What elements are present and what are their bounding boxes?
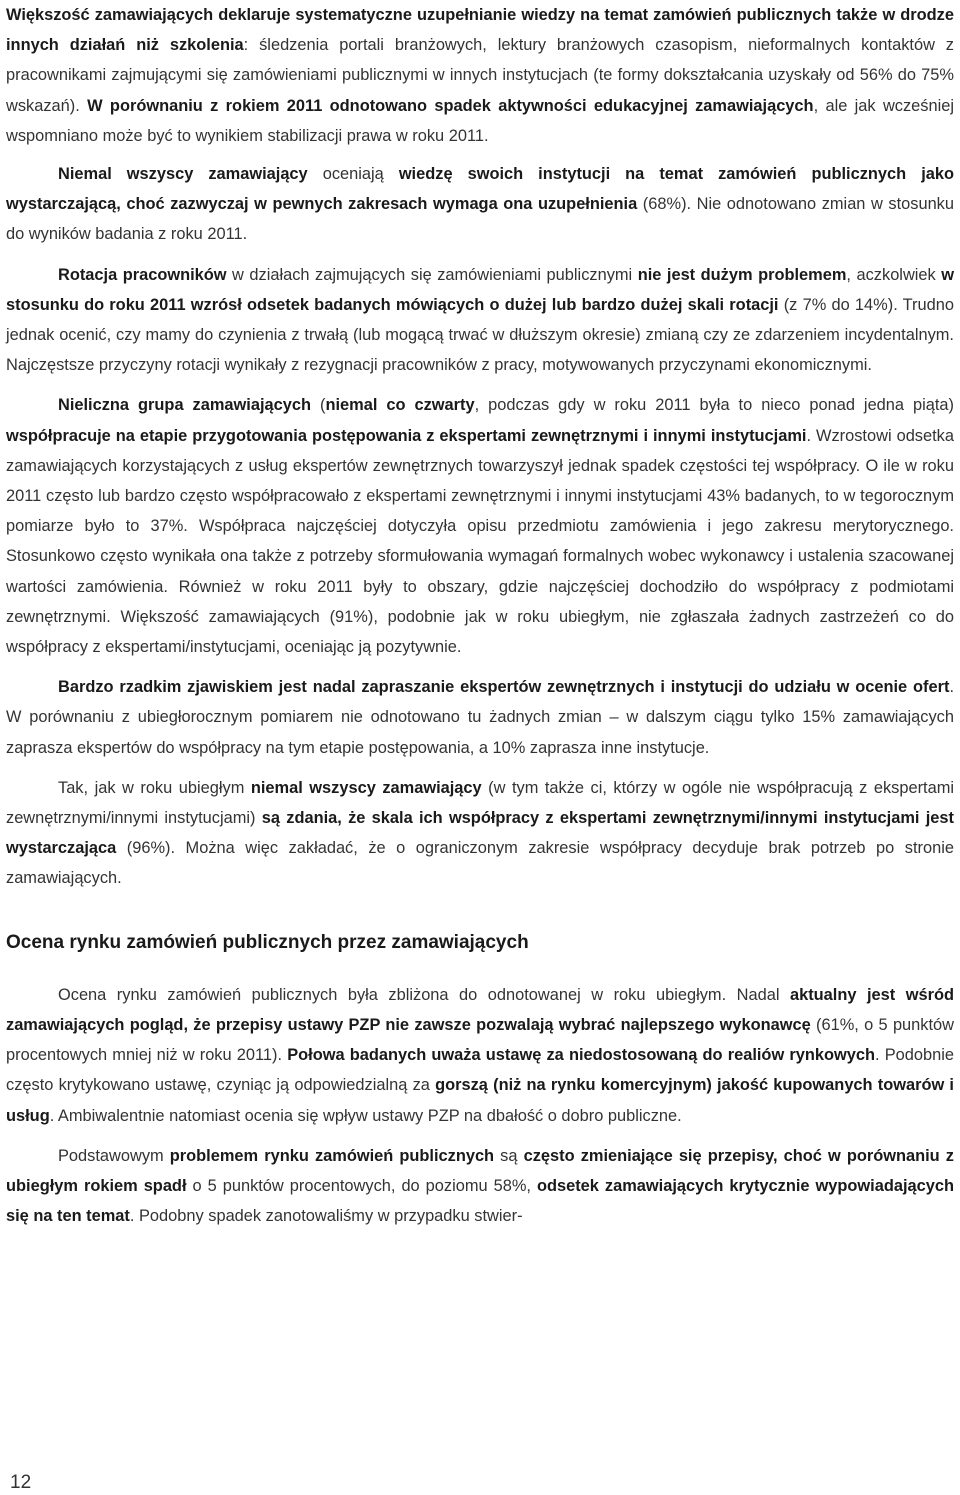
text-run: (61%, o 5 punktów procentowych mniej niż w roku 2011). xyxy=(6,1015,954,1065)
paragraph-6 xyxy=(6,773,954,894)
bold-text-run: wiedzę swoich instytucji na temat zamówień publicznych jako wystarczającą, choć zazwyczaj w pewnych zakresach wymaga ona uzupełnienia xyxy=(6,165,955,214)
bold-text-run: Większość zamawiających deklaruje systematyczne uzupełnianie wiedzy na temat zamówień publicznych także w drodze innych działań niż szkolenia xyxy=(6,6,954,55)
bold-text-run: są zdania, że skala ich współpracy z ekspertami zewnętrznymi/innymi instytucjami jest wystarczająca xyxy=(6,809,954,858)
text-run: . Podobnie często krytykowano ustawę, czyniąc ją odpowiedzialną za xyxy=(6,1046,954,1095)
text-run: (68%). Nie odnotowano zmian w stosunku do wyników badania z roku 2011. xyxy=(6,195,954,244)
bold-text-run: często zmieniające się przepisy, choć w porównaniu z ubiegłym rokiem spadł xyxy=(6,1146,954,1195)
text-run: . Podobny spadek zanotowaliśmy w przypadku stwier- xyxy=(129,1207,523,1226)
text-run: są xyxy=(494,1146,524,1165)
bold-text-run: niemal wszyscy zamawiający xyxy=(250,778,482,797)
text-run: Tak, jak w roku ubiegłym xyxy=(58,778,251,797)
bold-text-run: Bardzo rzadkim zjawiskiem jest nadal zapraszanie ekspertów zewnętrznych i instytucji do udziału w ocenie ofert xyxy=(58,678,950,697)
text-run: ( xyxy=(311,396,326,415)
text-run: . Ambiwalentnie natomiast ocenia się wpływ ustawy PZP na dbałość o dobro publiczne. xyxy=(49,1106,682,1125)
paragraph-5 xyxy=(6,672,954,763)
bold-text-run: gorszą (niż na rynku komercyjnym) jakość kupowanych towarów i usług xyxy=(6,1076,954,1125)
text-run: , ale jak wcześniej wspomniano może być to wynikiem stabilizacji prawa w roku 2011. xyxy=(6,96,955,145)
text-run: Ocena rynku zamówień publicznych była zbliżona do odnotowanej w roku ubiegłym. Nadal xyxy=(58,985,790,1004)
bold-text-run: W porównaniu z rokiem 2011 odnotowano spadek aktywności edukacyjnej zamawiających xyxy=(87,96,814,115)
bold-text-run: Niemal wszyscy zamawiający xyxy=(58,165,308,184)
bold-text-run: w stosunku do roku 2011 wzrósł odsetek badanych mówiących o dużej lub bardzo dużej skali rotacji xyxy=(6,265,954,314)
bold-text-run: współpracuje na etapie przygotowania postępowania z ekspertami zewnętrznymi i innymi instytucjami xyxy=(6,426,807,445)
bold-text-run: odsetek zamawiających krytycznie wypowiadających się na ten temat xyxy=(6,1176,954,1226)
text-run: . Wzrostowi odsetka zamawiających korzystających z usług ekspertów zewnętrznych towarzyszył jednak spadek częstości tej współpracy. O ile w roku 2011 często lub bardzo często współpracowało z ekspertami zewnętrznymi i innymi instytucjami 43% badanych, to w tegorocznym pomiarze było to 37%. Współpraca najczęściej dotyczyła opisu przedmiotu zamówienia i jego zakresu merytorycznego. Stosunkowo często wynikała ona także z potrzeby sformułowania wymagań formalnych wobec wykonawcy i ustalenia szacowanej wartości zamówienia. Również w roku 2011 były to obszary, gdzie najczęściej dochodziło do współpracy z podmiotami zewnętrznymi. Większość zamawiających (91%), podobnie jak w roku ubiegłym, nie zgłaszała żadnych zastrzeżeń co do współpracy z ekspertami/instytucjami, oceniając ją pozytywnie. xyxy=(6,426,954,657)
text-run: : śledzenia portali branżowych, lektury branżowych czasopism, nieformalnych kontaktów z pracownikami zajmującymi się zamówieniami publicznymi w innych instytucjach (te formy dokształcania uzyskały od 56% do 75% wskazań). xyxy=(6,36,955,115)
section-paragraph-2 xyxy=(6,1141,954,1232)
bold-text-run: niemal co czwarty xyxy=(325,396,475,415)
text-run: (z 7% do 14%). Trudno jednak ocenić, czy mamy do czynienia z trwałą (lub mogącą trwać w dłuższym okresie) zmianą czy ze zdarzeniem incydentalnym. Najczęstsze przyczyny rotacji wynikały z rezygnacji pracowników z pracy, motywowanych przyczynami ekonomicznymi. xyxy=(6,295,954,375)
text-run: . W porównaniu z ubiegłorocznym pomiarem nie odnotowano tu żadnych zmian – w dalszym ciągu tylko 15% zamawiających zaprasza ekspertów do współpracy na tym etapie postępowania, a 10% zaprasza inne instytucje. xyxy=(6,678,954,757)
text-run: (w tym także ci, którzy w ogóle nie współpracują z ekspertami zewnętrznymi/innymi instytucjami) xyxy=(6,778,954,828)
bold-text-run: Rotacja pracowników xyxy=(58,265,227,284)
bold-text-run: problemem rynku zamówień publicznych xyxy=(169,1146,495,1165)
paragraph-1 xyxy=(6,0,954,151)
text-run: , podczas gdy w roku 2011 była to nieco ponad jedna piąta) xyxy=(474,396,955,415)
text-run: (96%). Można więc zakładać, że o ograniczonym zakresie współpracy decyduje brak potrzeb po stronie zamawiających. xyxy=(6,839,954,888)
paragraph-2 xyxy=(6,159,954,250)
text-run: , aczkolwiek xyxy=(846,265,942,284)
paragraph-4 xyxy=(6,390,954,662)
paragraphs xyxy=(6,0,954,894)
bold-text-run: Połowa badanych uważa ustawę za niedostosowaną do realiów rynkowych xyxy=(287,1046,875,1065)
text-run: Podstawowym xyxy=(58,1146,170,1165)
bold-text-run: aktualny jest wśród zamawiających pogląd, że przepisy ustawy PZP nie zawsze pozwalają wybrać najlepszego wykonawcę xyxy=(6,985,954,1034)
section-paragraphs xyxy=(6,980,954,1232)
text-run: w działach zajmujących się zamówieniami publicznymi xyxy=(226,265,638,284)
section-paragraph-1 xyxy=(6,980,954,1131)
page-number: 12 xyxy=(10,1472,32,1493)
text-run: oceniają xyxy=(307,165,399,184)
paragraph-3 xyxy=(6,260,954,381)
page-content xyxy=(6,0,954,1231)
bold-text-run: nie jest dużym problemem xyxy=(637,265,847,284)
text-run: o 5 punktów procentowych, do poziomu 58%, xyxy=(186,1176,537,1195)
section-heading: Ocena rynku zamówień publicznych przez zamawiających xyxy=(6,931,529,953)
bold-text-run: Nieliczna grupa zamawiających xyxy=(58,396,311,415)
